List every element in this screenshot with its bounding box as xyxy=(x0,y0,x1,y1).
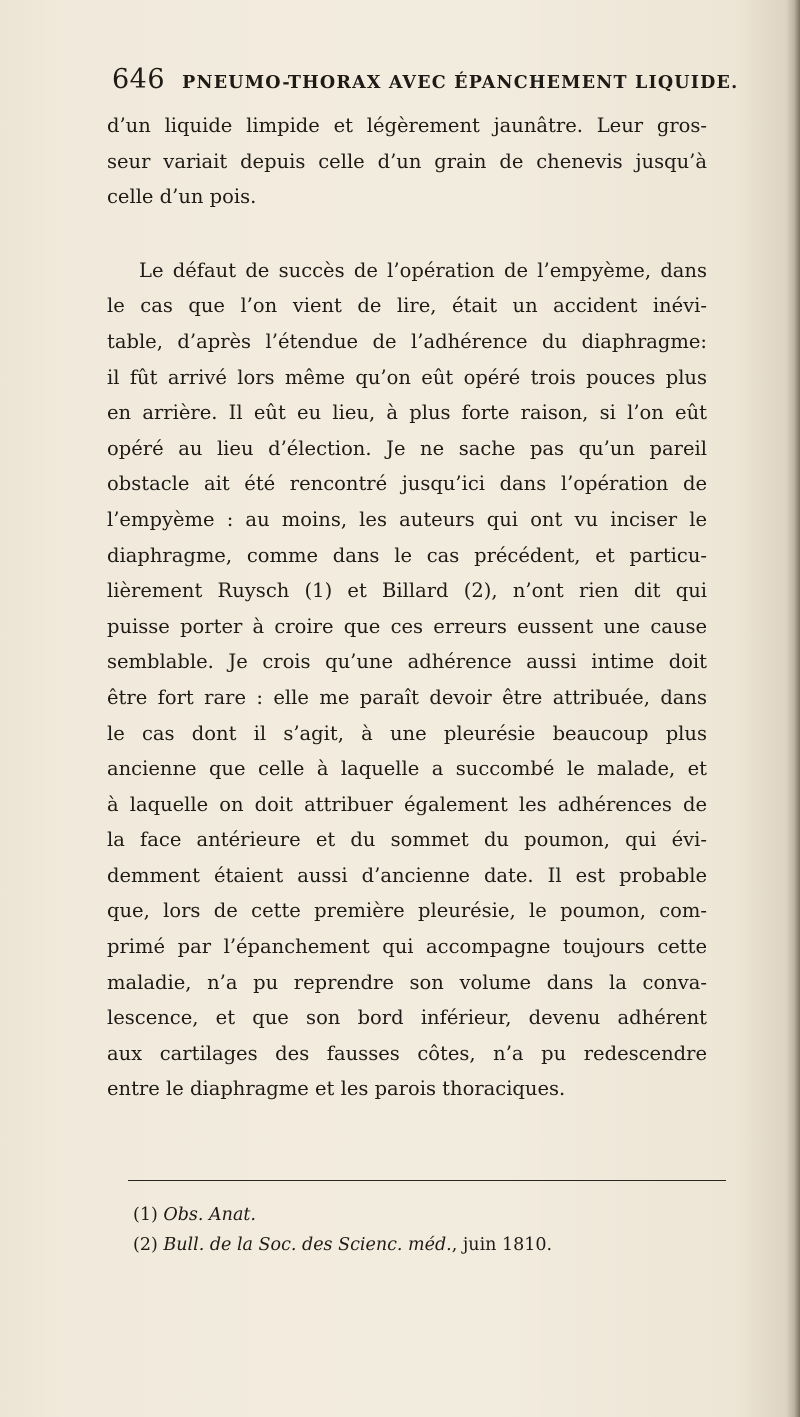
text-line: être fort rare : elle me paraît devoir être attribuée, dans xyxy=(107,685,707,709)
paragraph-gap xyxy=(107,215,707,253)
page-number: 646 xyxy=(112,64,166,95)
footnote-divider xyxy=(128,1180,726,1181)
text-line: en arrière. Il eût eu lieu, à plus forte raison, si l’on eût xyxy=(107,401,707,425)
text-line: d’un liquide limpide et légèrement jaunâtre. Leur gros- xyxy=(107,114,707,137)
text-line: maladie, n’a pu reprendre son volume dans la conva- xyxy=(107,970,707,994)
text-line: diaphragme, comme dans le cas précédent, et particu- xyxy=(107,543,707,567)
footnote-marker: (1) xyxy=(133,1205,158,1225)
text-line: à laquelle on doit attribuer également les adhérences de xyxy=(107,792,707,816)
page-edge-shadow xyxy=(786,0,800,1417)
footnote-source: Obs. Anat. xyxy=(163,1205,256,1225)
text-line: entre le diaphragme et les parois thoraciques. xyxy=(107,1077,566,1101)
text-line: la face antérieure et du sommet du poumon, qui évi- xyxy=(107,828,707,852)
text-line: seur variait depuis celle d’un grain de chenevis jusqu’à xyxy=(107,149,707,173)
footnote-2 xyxy=(133,1230,693,1260)
body-text xyxy=(107,108,707,1107)
text-line: que, lors de cette première pleurésie, le poumon, com- xyxy=(107,899,707,923)
running-title: PNEUMO-THORAX AVEC ÉPANCHEMENT LIQUIDE. xyxy=(182,73,739,93)
page-header xyxy=(112,64,739,104)
text-line: il fût arrivé lors même qu’on eût opéré trois pouces plus xyxy=(107,365,707,389)
text-line: opéré au lieu d’élection. Je ne sache pas qu’un pareil xyxy=(107,436,707,460)
text-line: table, d’après l’étendue de l’adhérence du diaphragme: xyxy=(107,329,707,353)
footnotes xyxy=(133,1200,693,1260)
text-line: obstacle ait été rencontré jusqu’ici dans l’opération de xyxy=(107,472,707,496)
text-line: l’empyème : au moins, les auteurs qui ont vu inciser le xyxy=(107,507,707,531)
footnote-marker: (2) xyxy=(133,1235,158,1255)
text-line: lescence, et que son bord inférieur, devenu adhérent xyxy=(107,1006,707,1030)
text-line: lièrement Ruysch (1) et Billard (2), n’ont rien dit qui xyxy=(107,579,707,603)
footnote-detail: , juin 1810. xyxy=(451,1235,553,1255)
text-line: semblable. Je crois qu’une adhérence aussi intime doit xyxy=(107,650,707,674)
text-line: puisse porter à croire que ces erreurs eussent une cause xyxy=(107,614,707,638)
footnote-1 xyxy=(133,1200,693,1230)
text-line: le cas dont il s’agit, à une pleurésie beaucoup plus xyxy=(107,721,707,745)
text-line: demment étaient aussi d’ancienne date. Il est probable xyxy=(107,863,707,887)
text-line: le cas que l’on vient de lire, était un accident inévi- xyxy=(107,294,707,318)
text-line: primé par l’épanchement qui accompagne toujours cette xyxy=(107,935,707,959)
footnote-source: Bull. de la Soc. des Scienc. méd. xyxy=(163,1235,452,1255)
text-line: celle d’un pois. xyxy=(107,185,257,209)
text-line: ancienne que celle à laquelle a succombé le malade, et xyxy=(107,757,707,781)
text-line: Le défaut de succès de l’opération de l’empyème, dans xyxy=(139,258,707,282)
text-line: aux cartilages des fausses côtes, n’a pu redescendre xyxy=(107,1041,707,1065)
